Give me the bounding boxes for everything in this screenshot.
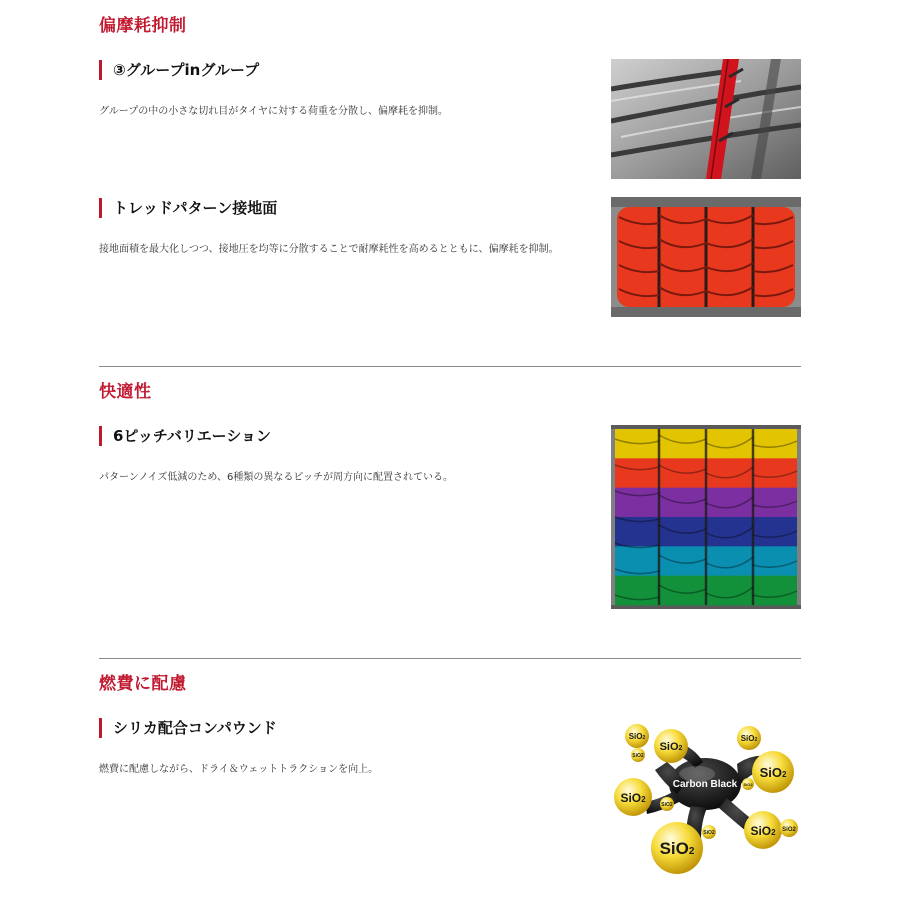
feature-title: ③グループinグループ — [99, 60, 259, 80]
feature-description: グループの中の小さな切れ目がタイヤに対する荷重を分散し、偏摩耗を抑制。 — [99, 106, 448, 117]
feature-description: 燃費に配慮しながら、ドライ＆ウェットトラクションを向上。 — [99, 764, 379, 775]
svg-text:SiO2: SiO2 — [659, 741, 683, 753]
svg-text:SiO2: SiO2 — [659, 839, 695, 858]
svg-text:SiO2: SiO2 — [750, 824, 776, 838]
svg-text:SiO2: SiO2 — [661, 802, 673, 808]
page — [99, 0, 801, 900]
svg-text:SiO2: SiO2 — [743, 782, 753, 787]
silica-compound-illustration-icon — [607, 712, 803, 880]
section-title-fuel-efficiency: 燃費に配慮 — [99, 674, 187, 694]
section-divider — [99, 366, 801, 367]
tread-contact-patch-diagram-icon — [611, 197, 801, 317]
feature-title: シリカ配合コンパウンド — [99, 718, 277, 738]
svg-text:SiO2: SiO2 — [620, 791, 646, 805]
svg-text:SiO2: SiO2 — [740, 734, 758, 743]
feature-description: 接地面積を最大化しつつ、接地圧を均等に分散することで耐摩耗性を高めるとともに、偏摩耗を抑制。 — [99, 244, 559, 255]
groove-in-groove-photo-icon — [611, 59, 801, 179]
section-title-comfort: 快適性 — [99, 382, 152, 402]
feature-title: 6ピッチバリエーション — [99, 426, 271, 446]
svg-text:SiO2: SiO2 — [782, 827, 796, 833]
svg-text:SiO2: SiO2 — [628, 732, 646, 741]
carbon-black-label: Carbon Black — [672, 779, 738, 790]
svg-text:SiO2: SiO2 — [632, 753, 644, 759]
svg-text:SiO2: SiO2 — [703, 830, 715, 836]
section-divider — [99, 658, 801, 659]
six-pitch-variation-diagram-icon — [611, 425, 801, 609]
feature-title: トレッドパターン接地面 — [99, 198, 277, 218]
feature-description: パターンノイズ低減のため、6種類の異なるピッチが周方向に配置されている。 — [99, 472, 453, 483]
svg-text:SiO2: SiO2 — [759, 765, 787, 780]
section-title-uneven-wear: 偏摩耗抑制 — [99, 16, 187, 36]
